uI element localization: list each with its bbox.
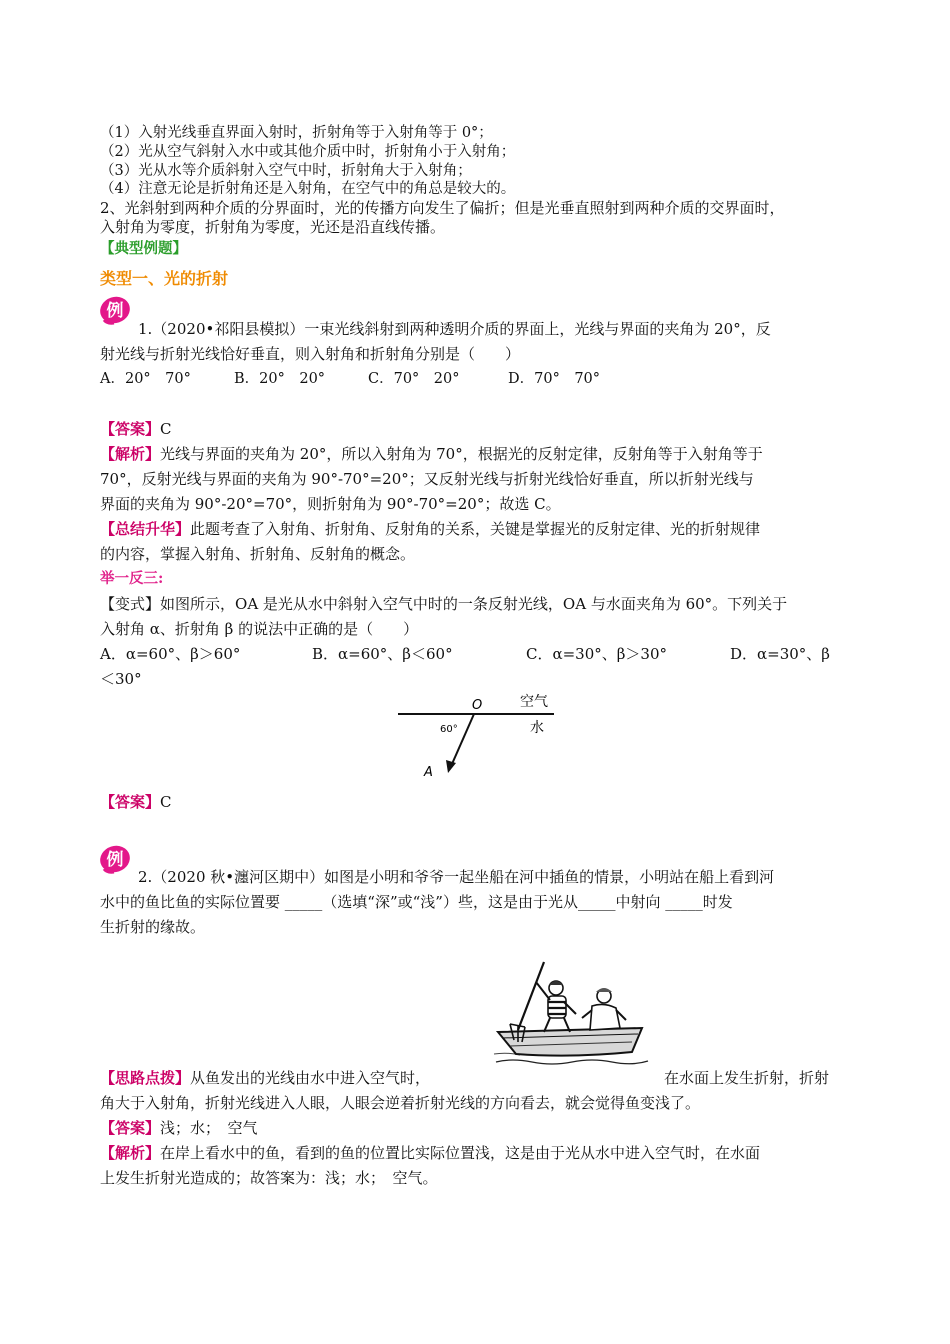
ex1-analysis-line3: 界面的夹角为 90°-20°=70°，则折射角为 90°-70°=20°；故选 C。	[100, 495, 561, 513]
answer-tag: 【答案】	[100, 793, 161, 811]
ex1-summary-line1	[100, 520, 760, 538]
practice-option-d-cont: ＜30°	[100, 670, 142, 688]
ex2-hint-line2: 角大于入射角，折射光线进入人眼，人眼会逆着折射光线的方向看去，就会觉得鱼变浅了。	[100, 1094, 701, 1112]
ex2-hint-line1-cont: 在水面上发生折射，折射	[664, 1069, 830, 1087]
analysis-text: 光线与界面的夹角为 20°，所以入射角为 70°，根据光的反射定律，反射角等于入射角等于	[160, 445, 763, 463]
variant-tag: 【变式】	[100, 595, 161, 613]
ex1-option-b: B．20° 20°	[234, 371, 326, 387]
note-2: （2）光从空气斜射入水中或其他介质中时，折射角小于入射角；	[100, 144, 516, 160]
ex2-question-line2: 水中的鱼比鱼的实际位置要 _____（选填“深”或“浅”）些，这是由于光从_____中射向 _____时发	[100, 893, 733, 911]
practice-option-c: C．α=30°、β＞30°	[526, 645, 668, 663]
ex1-option-c: C．70° 20°	[368, 371, 460, 387]
hint-tag: 【思路点拨】	[100, 1069, 191, 1087]
svg-text:例: 例	[106, 301, 124, 321]
ex2-analysis-line1	[100, 1144, 760, 1162]
label-water: 水	[530, 720, 544, 736]
ex2-answer	[100, 1119, 258, 1137]
label-o: O	[472, 698, 483, 713]
variant-text: 如图所示，OA 是光从水中斜射入空气中时的一条反射光线，OA 与水面夹角为 60°。下列关于	[160, 595, 788, 613]
practice-heading: 举一反三:	[100, 570, 164, 587]
practice-question-line1	[100, 595, 787, 613]
ray-arrowhead	[446, 760, 456, 773]
fishing-boat-illustration	[492, 958, 652, 1068]
answer-value: C	[160, 420, 172, 438]
example-badge-icon	[98, 842, 132, 872]
note-4: （4）注意无论是折射角还是入射角，在空气中的角总是较大的。	[100, 181, 516, 197]
hint-text-a: 从鱼发出的光线由水中进入空气时，	[190, 1069, 431, 1087]
analysis-tag: 【解析】	[100, 1144, 161, 1162]
ex2-analysis-line2: 上发生折射光造成的；故答案为：浅；水； 空气。	[100, 1169, 438, 1187]
label-angle: 60°	[440, 724, 458, 735]
svg-text:例: 例	[106, 850, 124, 870]
type-heading: 类型一、光的折射	[100, 269, 229, 288]
ex1-option-d: D．70° 70°	[508, 371, 601, 387]
answer-tag: 【答案】	[100, 1119, 161, 1137]
refraction-figure	[396, 690, 566, 780]
example-badge-icon	[98, 293, 132, 323]
ex2-question-line1: 2.（2020 秋•瀍河区期中）如图是小明和爷爷一起坐船在河中插鱼的情景，小明站在船上看到河	[138, 868, 775, 886]
analysis-text: 在岸上看水中的鱼，看到的鱼的位置比实际位置浅，这是由于光从水中进入空气时，在水面	[160, 1144, 761, 1162]
ex1-question-line2: 射光线与折射光线恰好垂直，则入射角和折射角分别是（ ）	[100, 345, 521, 363]
paragraph-2-line1: 2、光斜射到两种介质的分界面时，光的传播方向发生了偏折；但是光垂直照射到两种介质的交界面时，	[100, 199, 785, 217]
practice-answer	[100, 793, 172, 811]
label-a: A	[424, 765, 433, 780]
ex1-answer	[100, 420, 172, 438]
practice-option-b: B．α=60°、β＜60°	[312, 645, 453, 663]
practice-option-a: A．α=60°、β＞60°	[100, 645, 241, 663]
summary-tag: 【总结升华】	[100, 520, 191, 538]
answer-tag: 【答案】	[100, 420, 161, 438]
ex1-summary-line2: 的内容，掌握入射角、折射角、反射角的概念。	[100, 545, 416, 563]
label-air: 空气	[520, 694, 548, 710]
note-3: （3）光从水等介质斜射入空气中时，折射角大于入射角；	[100, 163, 472, 179]
ray-oa	[452, 714, 474, 764]
note-1: （1）入射光线垂直界面入射时，折射角等于入射角等于 0°；	[100, 125, 493, 141]
section-label: 【典型例题】	[100, 240, 187, 257]
practice-option-d: D．α=30°、β	[730, 645, 830, 663]
ex1-question-line1: 1.（2020•祁阳县模拟）一束光线斜射到两种透明介质的界面上，光线与界面的夹角为 20°，反	[138, 320, 771, 338]
ex1-analysis-line1	[100, 445, 763, 463]
practice-options	[100, 645, 830, 663]
summary-text: 此题考查了入射角、折射角、反射角的关系，关键是掌握光的反射定律、光的折射规律	[190, 520, 761, 538]
ex1-options	[100, 370, 600, 388]
answer-value: 浅；水； 空气	[160, 1119, 258, 1137]
analysis-tag: 【解析】	[100, 445, 161, 463]
ex1-option-a: A．20° 70°	[100, 371, 191, 387]
ex1-analysis-line2: 70°，反射光线与界面的夹角为 90°-70°=20°；又反射光线与折射光线恰好垂直，所以折射光线与	[100, 470, 754, 488]
ex2-question-line3: 生折射的缘故。	[100, 918, 206, 936]
answer-value: C	[160, 793, 172, 811]
paragraph-2-line2: 入射角为零度，折射角为零度，光还是沿直线传播。	[100, 218, 446, 236]
practice-question-line2: 入射角 α、折射角 β 的说法中正确的是（ ）	[100, 620, 419, 638]
ex2-hint-line1	[100, 1069, 430, 1087]
